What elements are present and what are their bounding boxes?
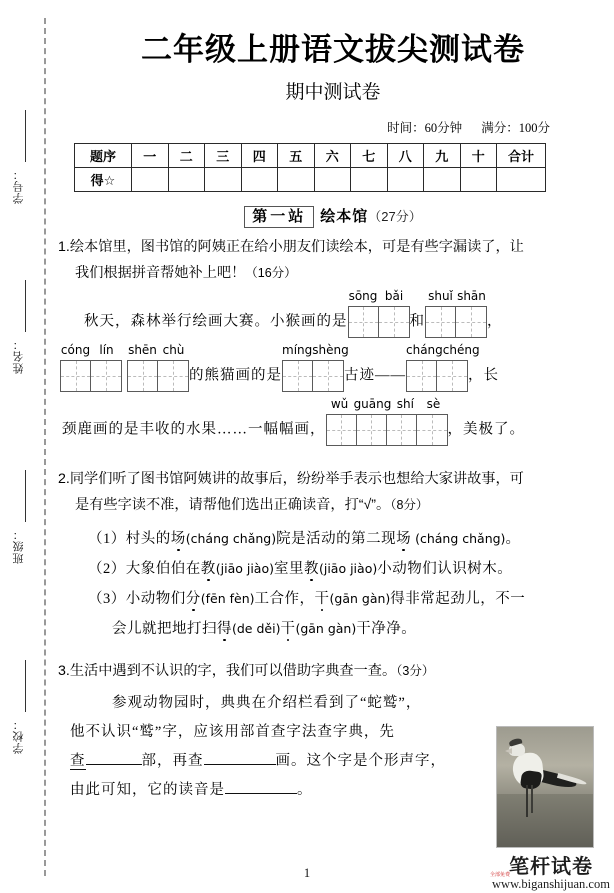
sentence-text: 小动物们 <box>125 591 186 607</box>
answer-cells[interactable] <box>406 360 468 392</box>
secretary-bird-photo <box>496 726 594 848</box>
watermark-badge: 全部免费 <box>490 872 511 878</box>
score-col-3: 三 <box>205 144 242 168</box>
pinyin-choice-group[interactable]: (gān gàn) <box>329 591 391 606</box>
answer-cells[interactable] <box>425 306 487 338</box>
pinyin-syllable: cháng <box>406 343 443 357</box>
emphasis-dot-char: 分 <box>185 591 201 607</box>
page-subtitle: 期中测试卷 <box>285 82 381 103</box>
sub-item-label: （1） <box>88 531 126 547</box>
score-col-8: 八 <box>387 144 424 168</box>
station-badge: 第一站 <box>244 206 314 228</box>
time-limit-label: 时间：60分钟 <box>387 121 463 135</box>
page-title: 二年级上册语文拔尖测试卷 <box>141 32 525 67</box>
tianzige-mingsheng[interactable] <box>282 343 349 392</box>
score-table <box>74 143 546 192</box>
sentence-text: 室里 <box>273 561 304 577</box>
score-value-10[interactable] <box>460 168 497 192</box>
pinyin-conglin <box>60 343 122 357</box>
answer-blank-radical[interactable] <box>86 764 142 765</box>
question-1-fill-row-2 <box>58 343 600 392</box>
tianzige-wuguangshise[interactable] <box>326 397 448 446</box>
seal-rule <box>25 110 26 162</box>
question-1-points: （16分） <box>245 266 297 280</box>
score-value-8[interactable] <box>387 168 424 192</box>
emphasis-dot-char: 场 <box>170 531 186 547</box>
seal-label-xuexiao: 学校： <box>13 718 25 754</box>
q1-row2-mid: 的熊猫画的是 <box>189 367 282 384</box>
question-3-para-line1: 参观动物园时，典典在介绍栏看到了“蛇鹫”， <box>112 695 422 711</box>
pinyin-choice-group[interactable]: (gān gàn) <box>295 621 357 636</box>
sub-item-label: （3） <box>88 591 126 607</box>
q1-row1-tail: ， <box>487 313 503 330</box>
total-score-label: 满分：100分 <box>481 121 550 135</box>
question-2-points: （8分） <box>390 498 429 512</box>
answer-cell[interactable] <box>407 361 437 391</box>
pinyin-mingsheng <box>282 343 349 357</box>
pinyin-syllable: shí <box>396 397 414 411</box>
pinyin-syllable: guāng <box>353 397 392 411</box>
question-3-para-line2: 他不认识“鹫”字，应该用部首查字法查字典，先 <box>70 724 395 740</box>
pinyin-shuishan <box>425 289 487 303</box>
question-3-points: （3分） <box>396 664 435 678</box>
table-row-values <box>75 168 546 192</box>
answer-cell[interactable] <box>357 415 387 445</box>
watermark-brand: 笔杆试卷 <box>509 856 593 878</box>
pinyin-syllable: shuǐ <box>428 289 453 303</box>
question-2-text-1: 同学们听了图书馆阿姨讲的故事后，纷纷举手表示也想给大家讲故事，可 <box>69 471 524 487</box>
pinyin-syllable: shèng <box>312 343 349 357</box>
left-margin-strip <box>0 0 52 893</box>
q3-line3-mid: 部，再查 <box>141 753 204 769</box>
answer-cell[interactable] <box>426 307 456 337</box>
pinyin-syllable: sōng <box>348 289 378 303</box>
tianzige-songbai[interactable] <box>348 289 410 338</box>
answer-cell[interactable] <box>456 307 486 337</box>
photo-grass <box>497 794 593 847</box>
score-col-1: 一 <box>132 144 169 168</box>
answer-cells[interactable] <box>326 414 448 446</box>
answer-cell[interactable] <box>327 415 357 445</box>
question-2-stem-line2 <box>58 492 600 518</box>
answer-cell[interactable] <box>158 361 188 391</box>
answer-cell[interactable] <box>417 415 447 445</box>
pinyin-syllable: wǔ <box>330 397 349 411</box>
answer-cell[interactable] <box>349 307 379 337</box>
score-col-7: 七 <box>351 144 388 168</box>
station-points: （27分） <box>368 209 422 224</box>
pinyin-changcheng <box>406 343 480 357</box>
score-table-wrapper <box>52 143 614 192</box>
pinyin-syllable: lín <box>99 343 114 357</box>
sentence-text: 工合作， <box>254 591 315 607</box>
seal-field-xuehao <box>0 110 44 260</box>
question-3-stem <box>58 658 600 684</box>
bird-leg-second <box>531 785 533 813</box>
answer-cells[interactable] <box>348 306 410 338</box>
sentence-text: 会儿就把地打扫 <box>112 621 217 637</box>
watermark-url: www.biganshijuan.com <box>492 877 610 891</box>
score-value-3[interactable] <box>205 168 242 192</box>
sentence-text: 干净净。 <box>356 621 417 637</box>
exam-meta <box>52 118 614 136</box>
q1-row1-lead: 秋天，森林举行绘画大赛。小猴画的是 <box>84 313 348 330</box>
answer-cell[interactable] <box>313 361 343 391</box>
pinyin-choice-group[interactable]: (jiāo jiào) <box>215 561 274 576</box>
pinyin-shenchu <box>127 343 189 357</box>
bird-leg <box>526 785 528 817</box>
score-row-label-points: 得☆ <box>75 168 132 192</box>
q3-line4-lead: 由此可知，它的读音是 <box>70 782 225 798</box>
score-col-5: 五 <box>278 144 315 168</box>
pinyin-syllable: bǎi <box>384 289 404 303</box>
question-1-text-1: 绘本馆里，图书馆的阿姨正在给小朋友们读绘本，可是有些字漏读了，让 <box>69 239 524 255</box>
emphasis-dot-char: 干 <box>280 621 296 637</box>
score-value-5[interactable] <box>278 168 315 192</box>
pinyin-syllable: shēn <box>128 343 157 357</box>
tianzige-shenchu[interactable] <box>127 343 189 392</box>
seal-rule <box>25 470 26 522</box>
pinyin-wuguangshise <box>326 397 448 411</box>
page-number: 1 <box>303 866 311 880</box>
question-2-stem-line1 <box>58 466 600 492</box>
pinyin-syllable: chù <box>162 343 185 357</box>
pinyin-syllable: míng <box>282 343 313 357</box>
answer-cell[interactable] <box>61 361 91 391</box>
answer-cells[interactable] <box>60 360 122 392</box>
station-name: 绘本馆 <box>320 208 369 225</box>
emphasis-dot-char: 场 <box>396 531 412 547</box>
answer-cells[interactable] <box>282 360 344 392</box>
seal-label-xingming: 姓名： <box>13 338 25 374</box>
answer-cell[interactable] <box>283 361 313 391</box>
q1-row1-mid: 和 <box>409 313 425 330</box>
sentence-text: 村头的 <box>125 531 171 547</box>
sentence-text: 。 <box>505 531 521 547</box>
score-value-4[interactable] <box>241 168 278 192</box>
answer-cell[interactable] <box>379 307 409 337</box>
question-2-sub-item[interactable] <box>58 524 600 554</box>
question-3-text-1: 生活中遇到不认识的字，我们可以借助字典查一查。 <box>69 663 397 679</box>
answer-cell[interactable] <box>128 361 158 391</box>
question-1-stem-line1 <box>58 234 600 260</box>
question-1-stem-line2 <box>58 260 600 286</box>
q3-line3-tail: 画。这个字是个形声字， <box>275 753 446 769</box>
seal-label-banji: 班级： <box>13 528 25 564</box>
answer-blank-pronunciation[interactable] <box>225 793 297 794</box>
pinyin-choice-group[interactable]: (fēn fèn) <box>200 591 255 606</box>
question-1-text-2: 我们根据拼音帮她补上吧！ <box>75 265 246 281</box>
emphasis-dot-char: 教 <box>303 561 319 577</box>
score-value-9[interactable] <box>424 168 461 192</box>
emphasis-dot-char: 得 <box>217 621 232 637</box>
table-row-header <box>75 144 546 168</box>
sentence-text: 小动物们认识树木。 <box>377 561 513 577</box>
score-value-total[interactable] <box>497 168 546 192</box>
seal-rule <box>25 280 26 332</box>
score-col-6: 六 <box>314 144 351 168</box>
pinyin-syllable: chéng <box>442 343 480 357</box>
pinyin-choice-group[interactable]: (de děi) <box>232 621 281 636</box>
pinyin-choice-group[interactable]: (cháng chǎng) <box>185 531 277 546</box>
score-col-9: 九 <box>424 144 461 168</box>
tianzige-shuishan[interactable] <box>425 289 487 338</box>
question-1-fill-row-3 <box>58 397 600 446</box>
seal-label-xuehao: 学号： <box>13 168 25 204</box>
tianzige-changcheng[interactable] <box>406 343 480 392</box>
emphasis-dot-char: 干 <box>314 591 330 607</box>
seal-field-banji <box>0 470 44 620</box>
cut-line-dashed <box>44 18 46 876</box>
question-1-number: 1. <box>58 239 70 255</box>
seal-rule <box>25 660 26 712</box>
score-col-total: 合计 <box>497 144 546 168</box>
pinyin-syllable: cóng <box>60 343 91 357</box>
score-value-6[interactable] <box>314 168 351 192</box>
pinyin-choice-group[interactable]: (jiāo jiào) <box>318 561 378 576</box>
question-2-sub-item[interactable] <box>58 584 600 614</box>
answer-cell[interactable] <box>387 415 417 445</box>
score-value-1[interactable] <box>132 168 169 192</box>
station-heading <box>52 205 614 226</box>
pinyin-choice-group[interactable]: (cháng chǎng) <box>411 531 506 546</box>
sentence-text: 得非常起劲儿，不一 <box>390 591 526 607</box>
seal-field-xuexiao <box>0 660 44 810</box>
pinyin-syllable: sè <box>426 397 441 411</box>
q1-row3-tail: ，美极了。 <box>447 421 525 438</box>
q1-row2-mid2: 古迹—— <box>344 367 406 384</box>
question-2-sub-item[interactable] <box>58 554 600 584</box>
question-2-items <box>58 524 600 644</box>
sentence-text: 院是活动的第二现 <box>276 531 397 547</box>
score-col-2: 二 <box>168 144 205 168</box>
answer-cell[interactable] <box>437 361 467 391</box>
score-value-2[interactable] <box>168 168 205 192</box>
answer-blank-strokes[interactable] <box>204 764 276 765</box>
score-row-label-index: 题序 <box>75 144 132 168</box>
bird-beak <box>505 748 512 754</box>
question-3-number: 3. <box>58 663 70 679</box>
answer-cells[interactable] <box>127 360 189 392</box>
pinyin-syllable: shān <box>457 289 486 303</box>
tianzige-conglin[interactable] <box>60 343 122 392</box>
question-2-sub-item[interactable] <box>58 614 600 644</box>
q3-line4-tail: 。 <box>297 782 313 798</box>
q1-row2-tail: ，长 <box>468 367 499 384</box>
seal-field-xingming <box>0 280 44 430</box>
sentence-text: 大象伯伯在 <box>125 561 201 577</box>
score-col-10: 十 <box>460 144 497 168</box>
question-2-number: 2. <box>58 471 70 487</box>
sub-item-label: （2） <box>88 561 126 577</box>
questions-block <box>52 234 614 805</box>
q1-row3-lead: 颈鹿画的是丰收的水果……一幅幅画， <box>62 421 326 438</box>
emphasis-dot-char: 教 <box>200 561 216 577</box>
question-2-text-2: 是有些字读不准，请帮他们选出正确读音，打“√”。 <box>75 497 391 513</box>
question-1-fill-row-1 <box>58 289 600 338</box>
score-col-4: 四 <box>241 144 278 168</box>
answer-cell[interactable] <box>91 361 121 391</box>
score-value-7[interactable] <box>351 168 388 192</box>
q3-verb-cha-1: 查 <box>70 753 86 769</box>
pinyin-songbai <box>348 289 410 303</box>
